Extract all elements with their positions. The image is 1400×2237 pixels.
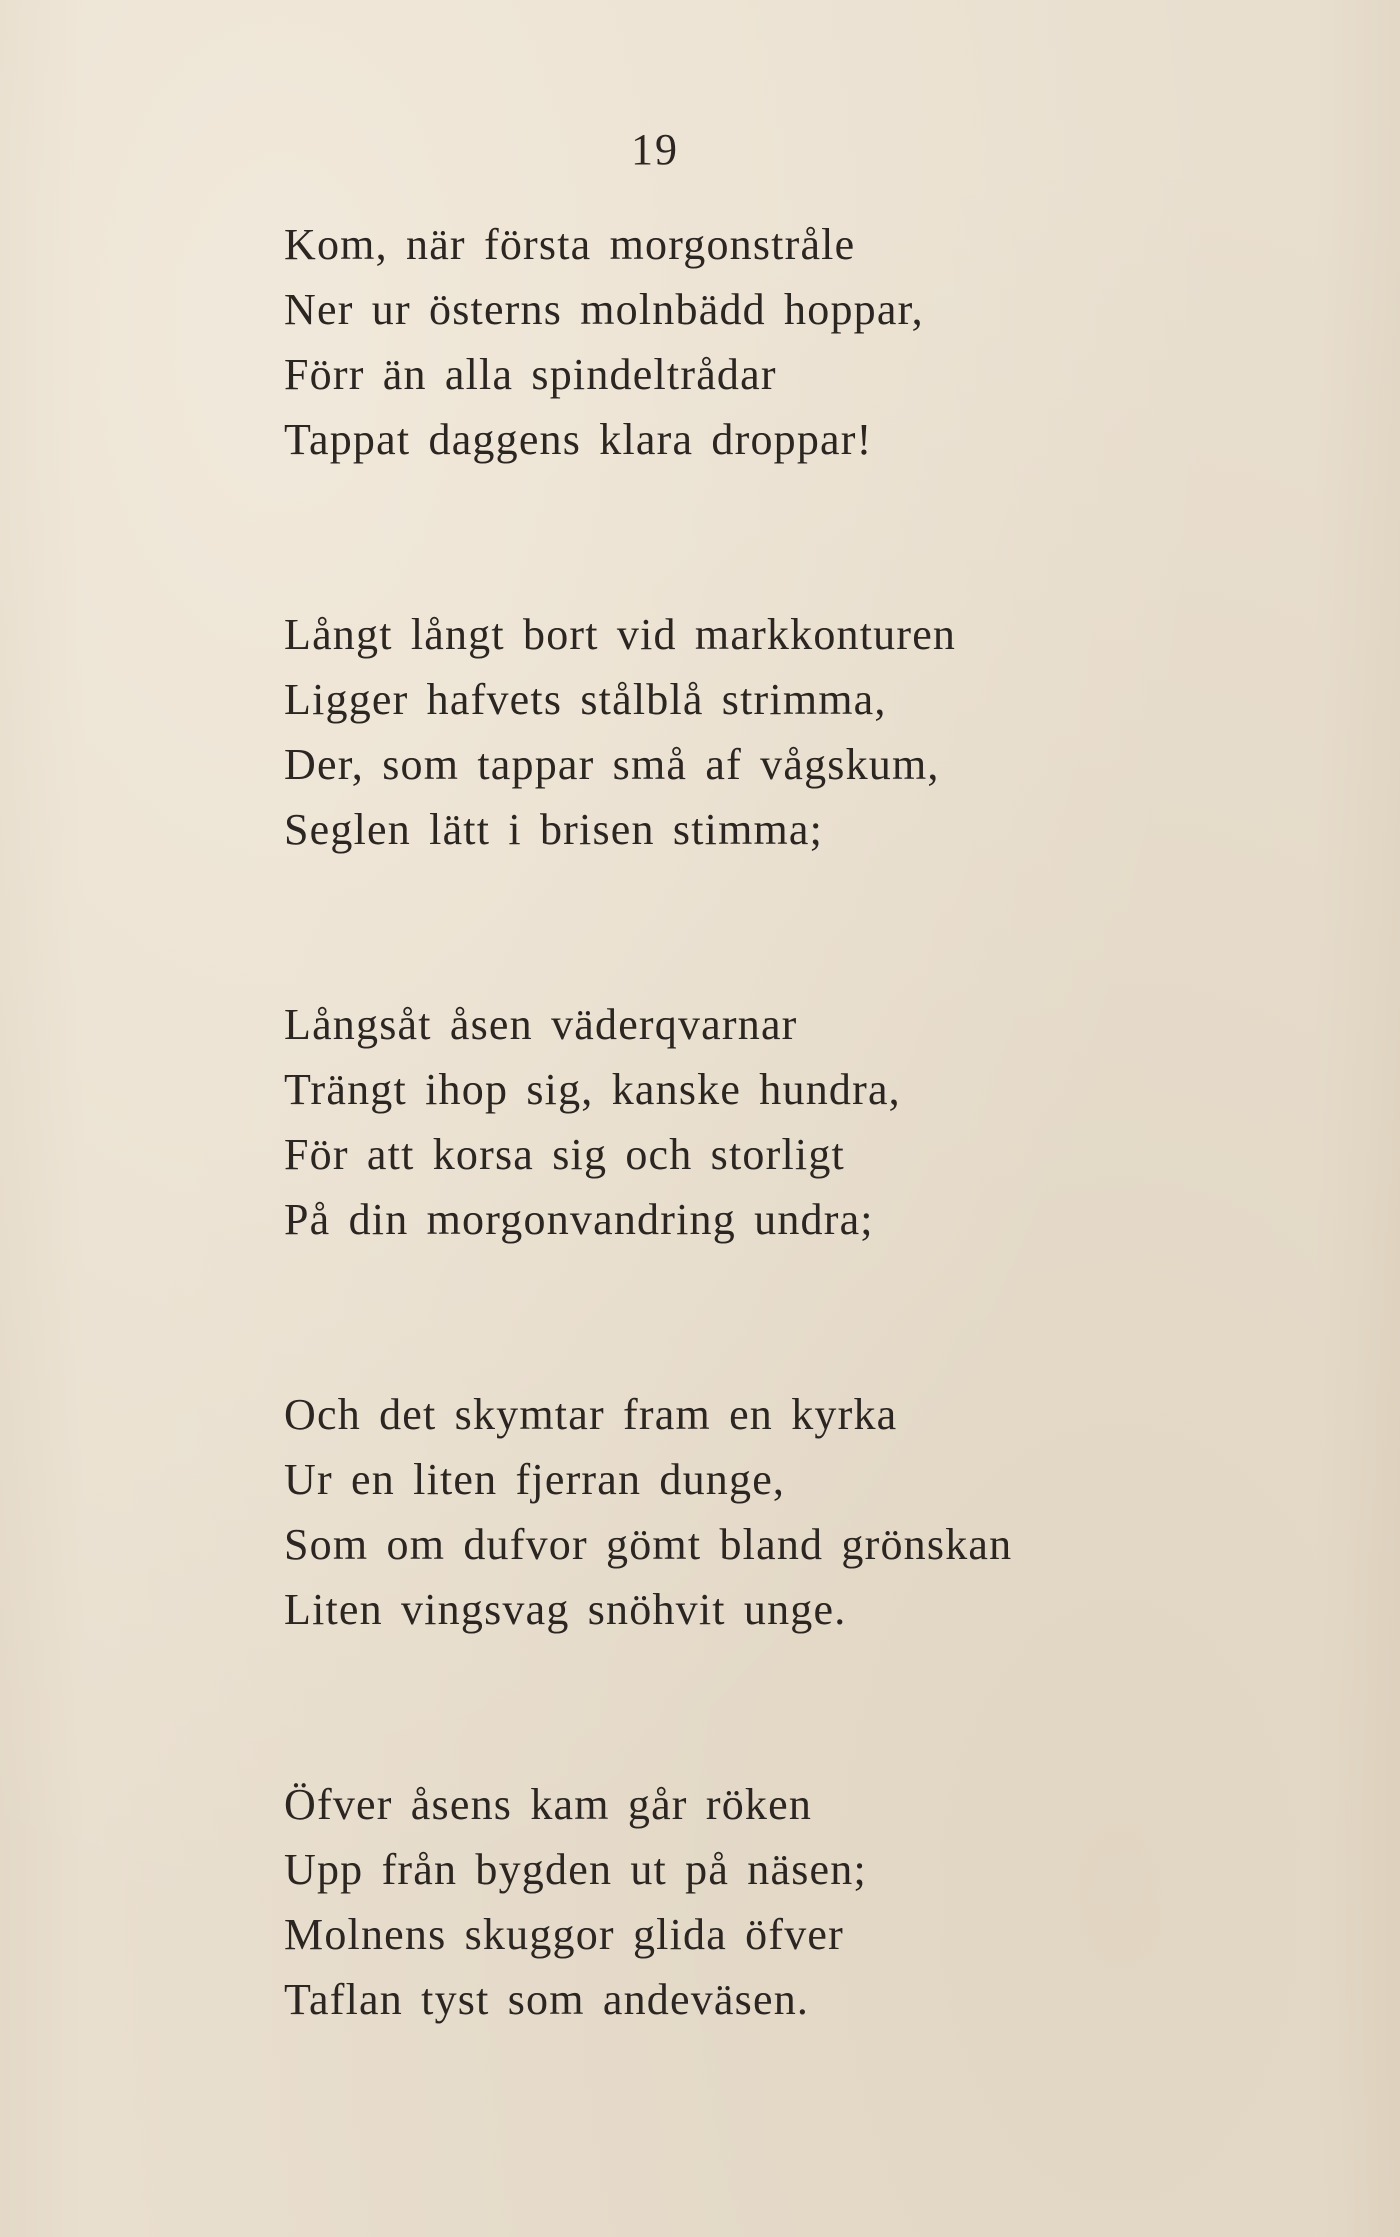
poem — [284, 212, 1284, 2032]
poem-line: Förr än alla spindeltrådar — [284, 350, 777, 399]
poem-line: Liten vingsvag snöhvit unge. — [284, 1585, 847, 1634]
stanza — [284, 992, 1284, 1252]
poem-line: Seglen lätt i brisen stimma; — [284, 805, 824, 854]
stanza — [284, 602, 1284, 862]
poem-line: Molnens skuggor glida öfver — [284, 1910, 844, 1959]
poem-line: Och det skymtar fram en kyrka — [284, 1390, 898, 1439]
poem-line: Som om dufvor gömt bland grönskan — [284, 1520, 1013, 1569]
poem-line: Tappat daggens klara droppar! — [284, 415, 873, 464]
poem-line: Ligger hafvets stålblå strimma, — [284, 675, 887, 724]
stanza — [284, 212, 1284, 472]
poem-line: Der, som tappar små af vågskum, — [284, 740, 940, 789]
stanza — [284, 1382, 1284, 1642]
poem-line: Ner ur österns molnbädd hoppar, — [284, 285, 924, 334]
poem-line: Taflan tyst som andeväsen. — [284, 1975, 810, 2024]
poem-line: Långt långt bort vid markkonturen — [284, 610, 957, 659]
poem-line: Ur en liten fjerran dunge, — [284, 1455, 786, 1504]
poem-line: Upp från bygden ut på näsen; — [284, 1845, 867, 1894]
poem-line: Långsåt åsen väderqvarnar — [284, 1000, 798, 1049]
poem-line: Trängt ihop sig, kanske hundra, — [284, 1065, 901, 1114]
poem-line: På din morgonvandring undra; — [284, 1195, 874, 1244]
stanza — [284, 1772, 1284, 2032]
page-number: 19 — [631, 125, 679, 174]
poem-line: Öfver åsens kam går röken — [284, 1780, 813, 1829]
poem-line: För att korsa sig och storligt — [284, 1130, 845, 1179]
poem-line: Kom, när första morgonstråle — [284, 220, 856, 269]
